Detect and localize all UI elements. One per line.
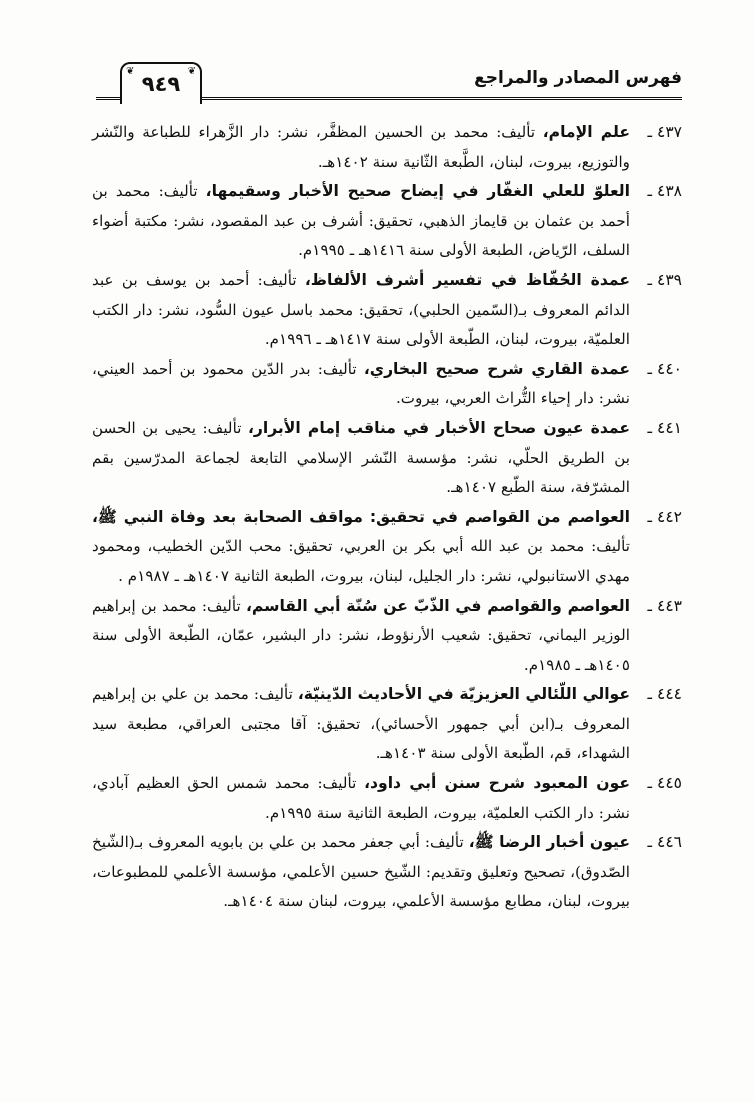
page-header [96,66,682,100]
bibliography-entry [92,414,682,503]
entry-number: ٤٣٨ ـ [647,182,682,201]
bibliography-entry [92,266,682,355]
entry-title: عمدة عيون صحاح الأخبار في مناقب إمام الأبرار، [247,418,630,437]
entry-text: تأليف: يحيى بن الحسن بن الطريق الحلّي، نشر: مؤسسة النّشر الإسلامي التابعة لجماعة المدرّسين بقم المشرّفة، سنة الطّبع ١٤٠٧هـ. [92,418,630,497]
entry-title: علم الإمام، [542,123,630,141]
entry-text: تأليف: أحمد بن يوسف بن عبد الدائم المعروف بـ(السّمين الحلبي)، تحقيق: محمد باسل عيون السُّود، نشر: دار الكتب العلميّة، بيروت، لبنان، الطّبعة الأولى سنة ١٤١٧هـ ـ ١٩٩٦م. [92,270,630,349]
running-title: فهرس المصادر والمراجع [474,68,682,88]
bibliography-list [92,118,682,917]
entry-text: تأليف: محمد بن علي بن إبراهيم المعروف بـ(ابن أبي جمهور الأحسائي)، تحقيق: آقا مجتبى العراقي، مطبعة سيد الشهداء، قم، الطّبعة الأولى سنة ١٤٠٣هـ. [92,685,630,763]
entry-title: العلوّ للعلي الغفّار في إيضاح صحيح الأخبار وسقيمها، [205,182,630,201]
bibliography-entry [92,592,682,681]
bibliography-entry [92,177,682,266]
frame-ornament-icon: ❦ [187,66,196,77]
entry-text: تأليف: محمد بن أحمد بن عثمان بن قايماز الذهبي، تحقيق: أشرف بن عبد المقصود، نشر: مكتبة أضواء السلف، الرّياض، الطبعة الأولى سنة ١٤١٦هـ ـ ١٩٩٥م. [92,182,630,260]
entry-title: عيون أخبار الرضا ﷺ، [468,833,630,852]
page-number: ٩٤٩ [141,72,181,96]
entry-text: تأليف: محمد بن إبراهيم الوزير اليماني، تحقيق: شعيب الأرنؤوط، نشر: دار البشير، عمّان، الطّبعة الأولى سنة ١٤٠٥هـ ـ ١٩٨٥م. [92,596,630,674]
entry-number: ٤٤١ ـ [647,418,682,437]
entry-text: تأليف: أبي جعفر محمد بن علي بن بابويه المعروف بـ(الشّيخ الصّدوق)، تصحيح وتعليق وتقديم: الشّيخ حسين الأعلمي، مؤسسة الأعلمي للمطبوعات، بيروت، لبنان، مطابع مؤسسة الأعلمي، بيروت، لبنان سنة ١٤٠٤هـ. [92,833,630,911]
bibliography-entry [92,828,682,917]
bibliography-entry [92,355,682,414]
bibliography-entry [92,680,682,769]
entry-number: ٤٤٦ ـ [647,833,682,852]
entry-title: عوالي اللّئالي العزيزيّة في الأحاديث الدّينيّة، [297,685,630,704]
entry-number: ٤٣٩ ـ [647,270,682,289]
entry-text: تأليف: محمد بن الحسين المظفَّر، نشر: دار الزَّهراء للطباعة والنّشر والتوزيع، بيروت، لبنان، الطَّبعة الثّانية سنة ١٤٠٢هـ. [92,123,630,171]
entry-text: تأليف: بدر الدّين محمود بن أحمد العيني، نشر: دار إحياء التُّراث العربي، بيروت. [92,359,630,408]
entry-number: ٤٤٤ ـ [647,685,682,704]
entry-text: تأليف: محمد شمس الحق العظيم آبادي، نشر: دار الكتب العلميّة، بيروت، الطبعة الثانية سنة ١٩٩٥م. [92,774,630,822]
entry-title: عون المعبود شرح سنن أبي داود، [364,774,630,793]
entry-title: العواصم من القواصم في تحقيق: مواقف الصحابة بعد وفاة النبي ﷺ، [92,507,630,526]
entry-number: ٤٤٢ ـ [647,507,682,526]
entry-number: ٤٤٥ ـ [647,774,682,793]
entry-title: العواصم والقواصم في الذّبّ عن سُنّة أبي القاسم، [245,596,630,615]
bibliography-entry [92,769,682,828]
entry-number: ٤٣٧ ـ [647,123,682,141]
page-number-frame [120,62,202,104]
entry-text: تأليف: محمد بن عبد الله أبي بكر بن العربي، تحقيق: محب الدّين الخطيب، ومحمود مهدي الاستانبولي، نشر: دار الجليل، لبنان، بيروت، الطبعة الثانية ١٤٠٧هـ ـ ١٩٨٧م . [92,537,630,585]
entry-number: ٤٤٠ ـ [647,359,682,378]
bibliography-entry [92,503,682,592]
entry-number: ٤٤٣ ـ [647,596,682,615]
frame-ornament-icon: ❦ [126,66,135,77]
entry-title: عمدة الحُفّاظ في تفسير أشرف الألفاظ، [304,270,630,289]
bibliography-entry [92,118,682,177]
entry-title: عمدة القاري شرح صحيح البخاري، [363,359,630,378]
